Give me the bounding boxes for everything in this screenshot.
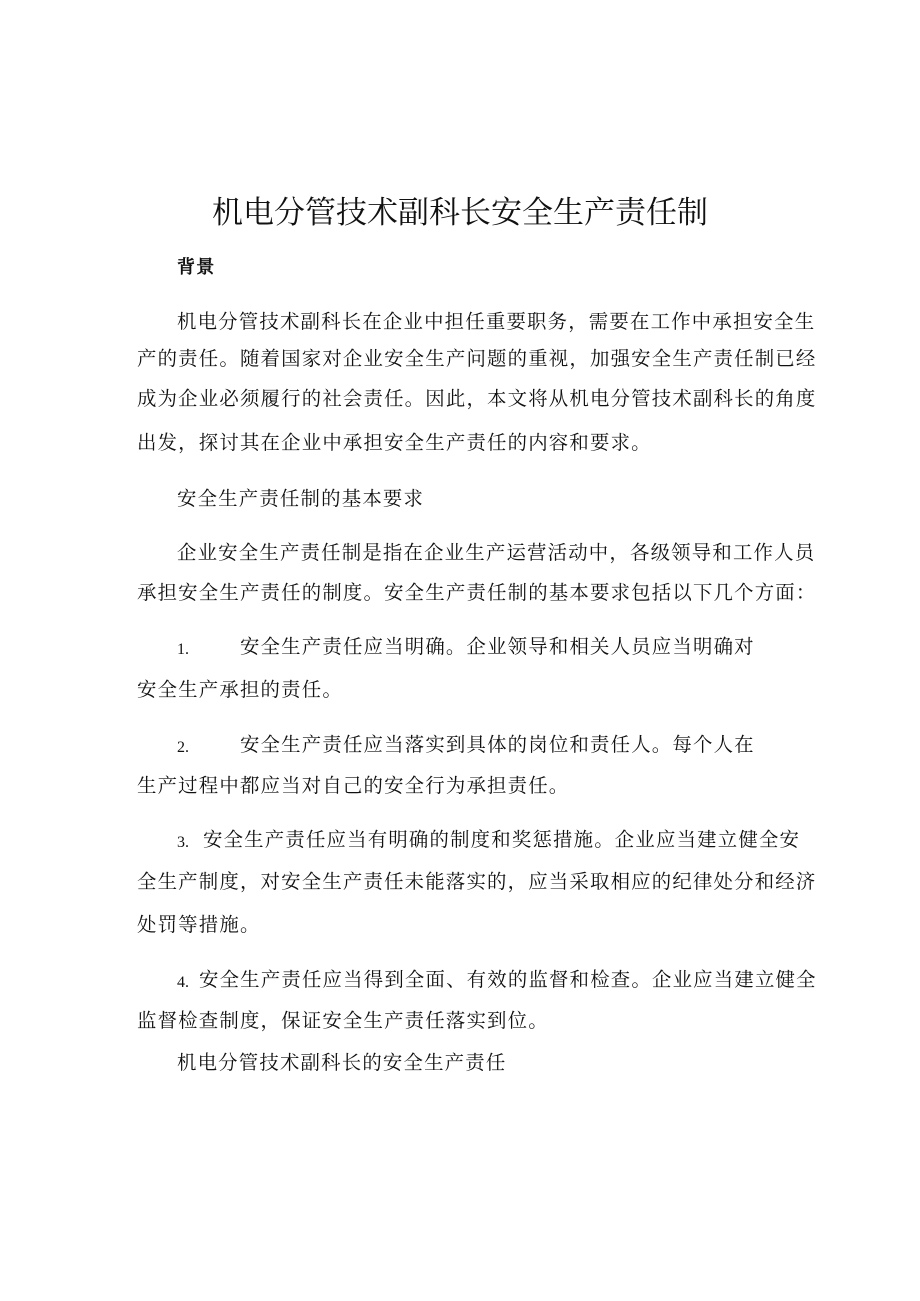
item-1-line-2: 安全生产承担的责任。 [137,678,343,701]
item-2-line-2: 生产过程中都应当对自己的安全行为承担责任。 [137,774,570,797]
intro-line-3: 成为企业必须履行的社会责任。因此，本文将从机电分管技术副科长的角度 [137,387,817,410]
intro-line-4: 出发，探讨其在企业中承担安全生产责任的内容和要求。 [137,431,652,454]
background-heading: 背景 [177,257,216,278]
document-title: 机电分管技术副科长安全生产责任制 [212,195,708,231]
item-4-line-1: 安全生产责任应当得到全面、有效的监督和检查。企业应当建立健全 [199,968,817,991]
item-4-line-2: 监督检查制度，保证安全生产责任落实到位。 [137,1009,549,1032]
intro-line-2: 产的责任。随着国家对企业安全生产问题的重视，加强安全生产责任制已经 [137,347,817,370]
item-2-number: 2. [177,739,189,756]
intro-line-1: 机电分管技术副科长在企业中担任重要职务，需要在工作中承担安全生 [177,310,816,333]
item-1-line-1: 安全生产责任应当明确。企业领导和相关人员应当明确对 [240,635,755,658]
item-1-number: 1. [177,641,189,658]
item-4-number: 4. [177,974,189,991]
item-3-line-3: 处罚等措施。 [137,913,261,936]
item-3-number: 3. [177,834,189,851]
item-2-line-1: 安全生产责任应当落实到具体的岗位和责任人。每个人在 [240,733,755,756]
section1-para-line-2: 承担安全生产责任的制度。安全生产责任制的基本要求包括以下几个方面： [137,581,817,604]
section1-heading: 安全生产责任制的基本要求 [177,487,425,510]
item-3-line-1: 安全生产责任应当有明确的制度和奖惩措施。企业应当建立健全安 [203,828,801,851]
section1-para-line-1: 企业安全生产责任制是指在企业生产运营活动中，各级领导和工作人员 [177,541,816,564]
item-3-line-2: 全生产制度，对安全生产责任未能落实的，应当采取相应的纪律处分和经济 [137,870,817,893]
section2-heading: 机电分管技术副科长的安全生产责任 [177,1051,507,1074]
